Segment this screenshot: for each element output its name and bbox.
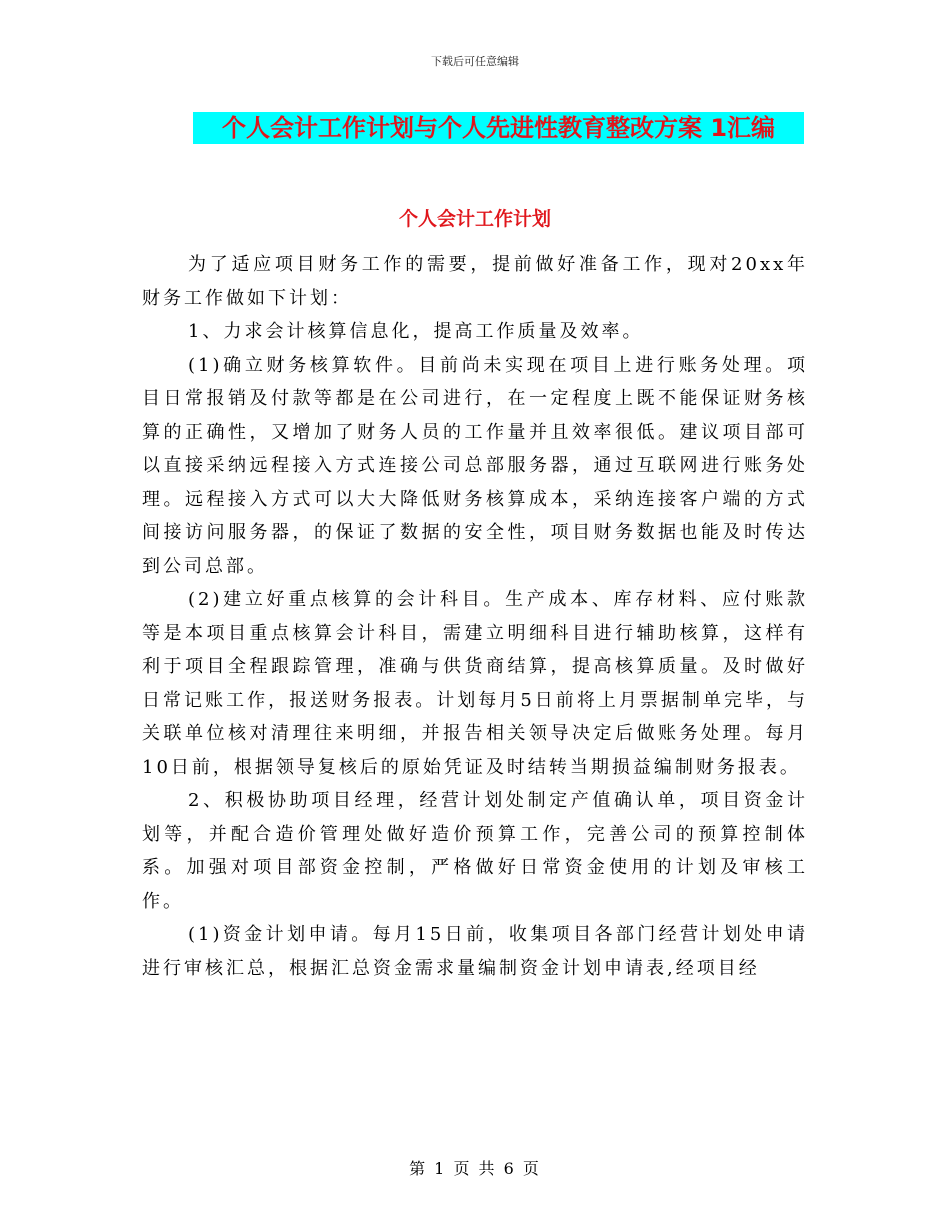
paragraph: 2、积极协助项目经理，经营计划处制定产值确认单，项目资金计划等，并配合造价管理处做好造价预算工作，完善公司的预算控制体系。加强对项目部资金控制，严格做好日常资金使用的计划及审核工作。 — [142, 790, 808, 912]
paragraph: (2)建立好重点核算的会计科目。生产成本、库存材料、应付账款等是本项目重点核算会计科目，需建立明细科目进行辅助核算，这样有利于项目全程跟踪管理，准确与供货商结算，提高核算质量。及时做好日常记账工作，报送财务报表。计划每月5日前将上月票据制单完毕，与关联单位核对清理往来明细，并报告相关领导决定后做账务处理。每月10日前，根据领导复核后的原始凭证及时结转当期损益编制财务报表。 — [142, 589, 808, 778]
paragraph: (1)确立财务核算软件。目前尚未实现在项目上进行账务处理。项目日常报销及付款等都是在公司进行，在一定程度上既不能保证财务核算的正确性，又增加了财务人员的工作量并且效率很低。建议项目部可以直接采纳远程接入方式连接公司总部服务器，通过互联网进行账务处理。远程接入方式可以大大降低财务核算成本，采纳连接客户端的方式间接访问服务器，的保证了数据的安全性，项目财务数据也能及时传达到公司总部。 — [142, 354, 808, 577]
body-text — [142, 248, 808, 985]
paragraph: 1、力求会计核算信息化，提高工作质量及效率。 — [188, 321, 644, 342]
paragraph: 为了适应项目财务工作的需要，提前做好准备工作，现对20xx年财务工作做如下计划： — [142, 254, 808, 309]
paragraph: (1)资金计划申请。每月15日前，收集项目各部门经营计划处申请进行审核汇总，根据汇总资金需求量编制资金计划申请表,经项目经 — [142, 924, 808, 979]
header-note: 下载后可任意编辑 — [431, 55, 519, 68]
document-title: 个人会计工作计划与个人先进性教育整改方案 1汇编 — [193, 112, 804, 144]
section-title: 个人会计工作计划 — [398, 208, 551, 230]
page-footer: 第 1 页 共 6 页 — [409, 1159, 541, 1178]
